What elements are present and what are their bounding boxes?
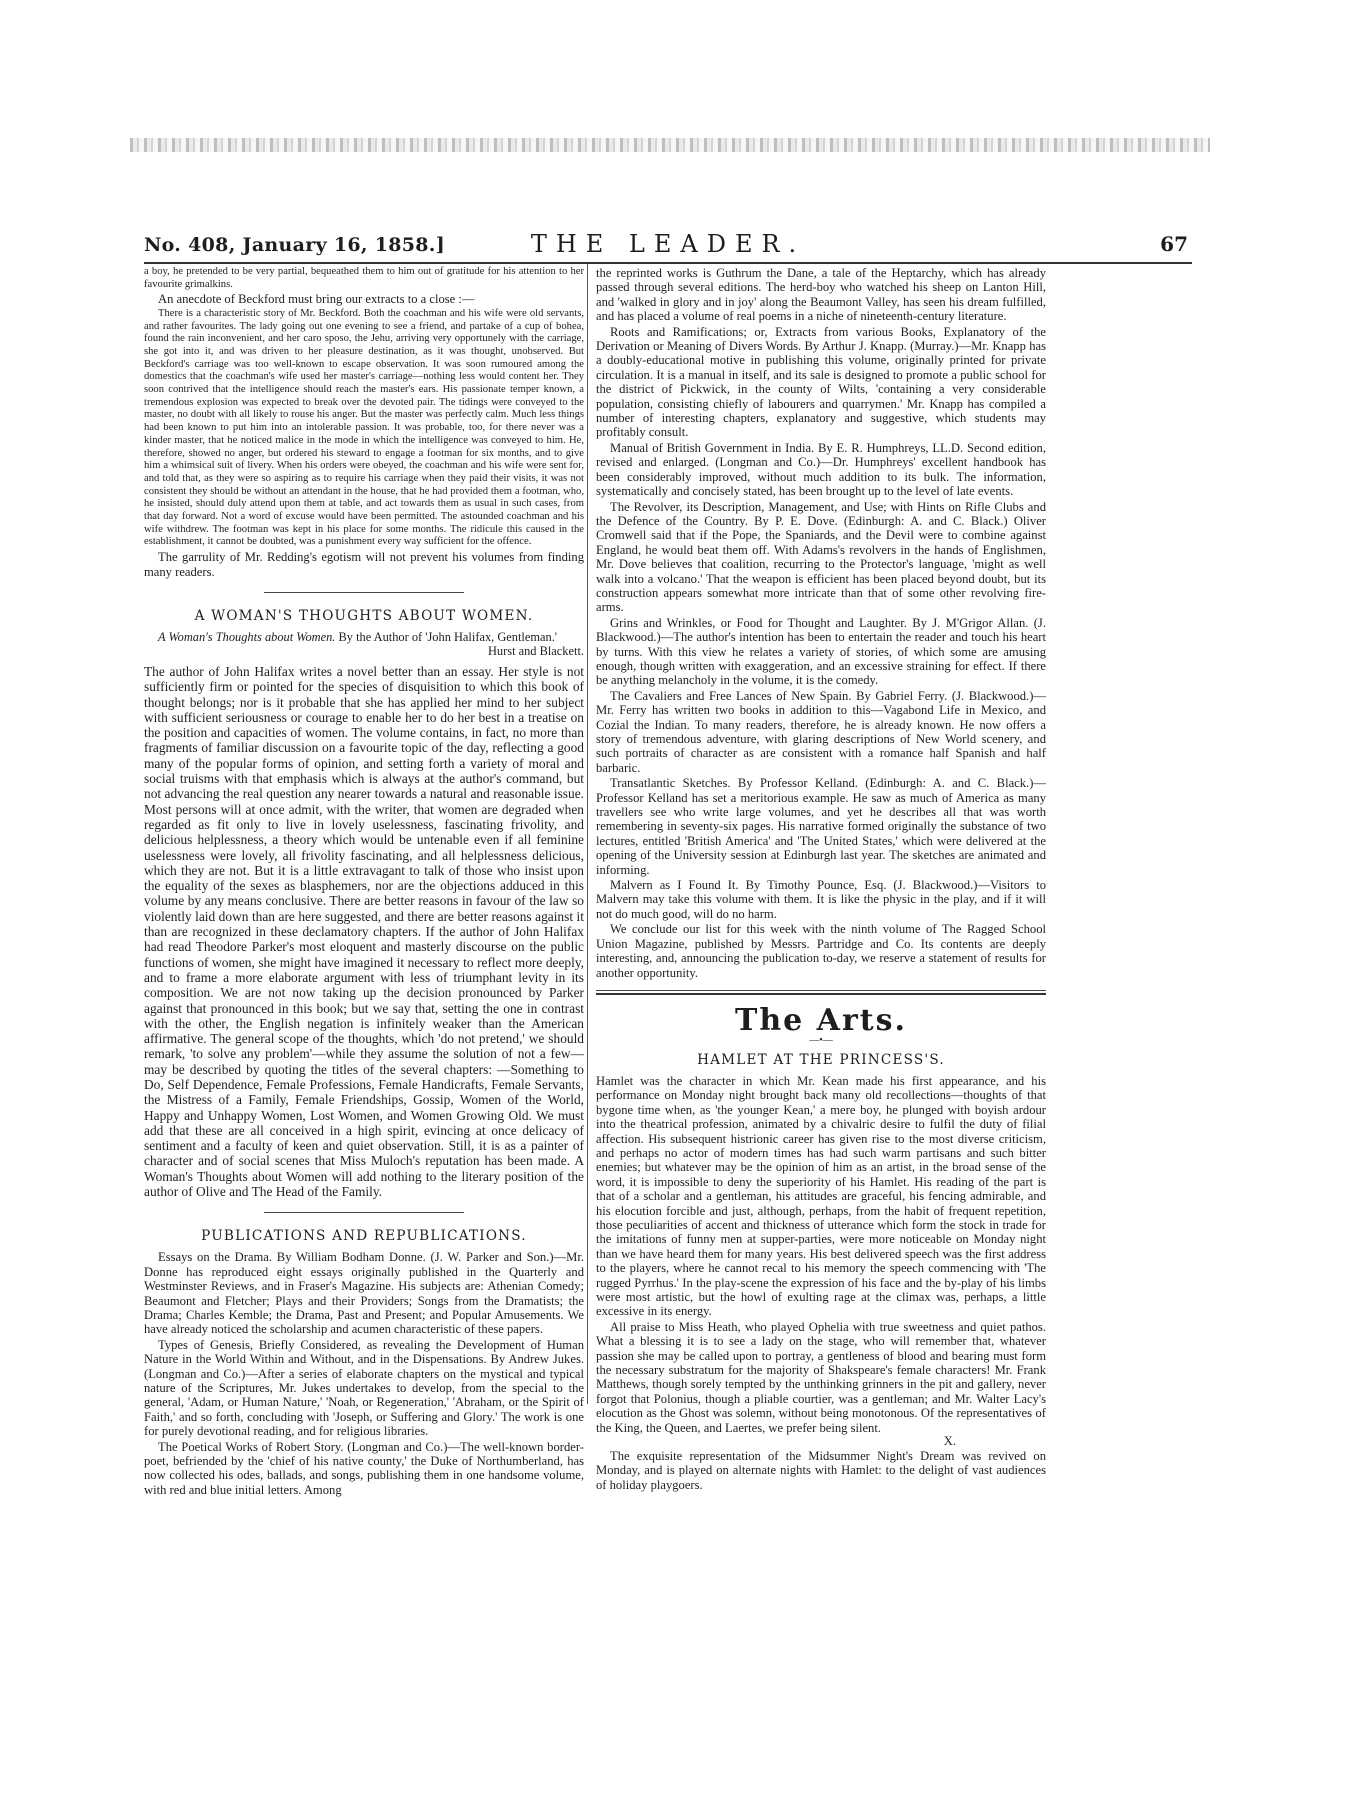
newspaper-title: THE LEADER. bbox=[530, 230, 806, 258]
publication-entry: Malvern as I Found It. By Timothy Pounce, Esq. (J. Blackwood.)—Visitors to Malvern may take this volume with them. It is like the physic in the play, and if it will not do much good, will do no harm. bbox=[596, 878, 1046, 921]
beckford-lead-in: An anecdote of Beckford must bring our extracts to a close :— bbox=[158, 292, 475, 307]
arts-rule-top bbox=[596, 990, 1046, 991]
publications-title: PUBLICATIONS AND REPUBLICATIONS. bbox=[201, 1228, 527, 1245]
woman-review-heading bbox=[144, 630, 584, 658]
scan-artifact-bar bbox=[130, 138, 1210, 152]
page-number: 67 bbox=[1160, 232, 1188, 256]
section-rule bbox=[264, 1212, 464, 1213]
publication-entry: Roots and Ramifications; or, Extracts from various Books, Explanatory of the Derivation or Meaning of Divers Words. By Arthur J. Knapp. (Murray.)—Mr. Knapp has a doubly-educational motive in publishing this volume, originally printed for private circulation. It is a manual in itself, and its sale is designed to promote a public school for the district of Pickwick, in the county of Wilts, 'containing a very considerable population, consisting chiefly of labourers and quarrymen.' Mr. Knapp has compiled a number of interesting chapters, explanatory and suggestive, which students may profitably consult. bbox=[596, 324, 1046, 440]
publication-entry: The Poetical Works of Robert Story. (Longman and Co.)—The well-known border-poet, befriended by the 'chief of his native county,' the Duke of Northumberland, has now collected his odes, ballads, and songs, publishing them in one handsome volume, with red and blue initial letters. Among bbox=[144, 1439, 584, 1497]
publication-entry: Essays on the Drama. By William Bodham Donne. (J. W. Parker and Son.)—Mr. Donne has reproduced eight essays originally published in the Quarterly and Westminster Reviews, and in Fraser's Magazine. His subjects are: Athenian Comedy; Beaumont and Fletcher; Plays and their Providers; Songs from the Dramatists; the Drama; Charles Kemble; the Drama, Past and Present; and Popular Amusements. We have already noticed the scholarship and acumen characteristic of these papers. bbox=[144, 1250, 584, 1337]
publication-entry: The Cavaliers and Free Lances of New Spain. By Gabriel Ferry. (J. Blackwood.)—Mr. Ferry has written two books in addition to this—Vagabond Life in Mexico, and Cozial the Indian. To many readers, therefore, he is already known. He now offers a story of tremendous adventure, with glaring descriptions of New World scenery, and such portraits of character as are consistent with a romance half Spanish and half barbaric. bbox=[596, 688, 1046, 775]
publication-entry: Types of Genesis, Briefly Considered, as revealing the Development of Human Nature in the World Within and Without, and in the Dispensations. By Andrew Jukes. (Longman and Co.)—After a series of elaborate chapters on the mystical and typical nature of the Scriptures, Mr. Jukes undertakes to develop, from the special to the general, 'Adam, or Human Nature,' 'Noah, or Regeneration,' 'Abraham, or the Spirit of Faith,' and so forth, concluding with 'Joseph, or Suffering and Glory.' The work is one for purely devotional reading, and for religious libraries. bbox=[144, 1337, 584, 1439]
publication-entry: the reprinted works is Guthrum the Dane, a tale of the Heptarchy, which has already passed through several editions. The herd-boy who watched his sheep on Lanton Hill, and 'walked in glory and in joy' along the Beaumont Valley, has seen his dream fulfilled, and has placed a volume of real poems in a niche of nineteenth-century literature. bbox=[596, 266, 1046, 324]
hamlet-paragraph: The exquisite representation of the Midsummer Night's Dream was revived on Monday, and is played on alternate nights with Hamlet: to the delight of vast audiences of holiday playgoers. bbox=[596, 1449, 1046, 1492]
issue-date: No. 408, January 16, 1858.] bbox=[144, 234, 445, 256]
arts-ornament: —•— bbox=[809, 1034, 833, 1046]
woman-review-title: A WOMAN'S THOUGHTS ABOUT WOMEN. bbox=[194, 607, 534, 624]
hamlet-paragraph: All praise to Miss Heath, who played Ophelia with true sweetness and quiet pathos. What a blessing it is to see a lady on the stage, who will remember that, whatever passion she may be called upon to portray, a gentleness of blood and bearing must form the necessary substratum for the majority of Shakspeare's female characters! Mr. Frank Matthews, though sorely tempted by the unthinking grinners in the pit and gallery, never forgot that Polonius, though a pliable courtier, was a gentleman; and Mr. Walter Lacy's elocution as the Ghost was solemn, without being monotonous. Of the representatives of the King, the Queen, and Laertes, we prefer being silent. bbox=[596, 1319, 1046, 1435]
redding-closing: The garrulity of Mr. Redding's egotism will not prevent his volumes from finding many readers. bbox=[144, 550, 584, 579]
section-rule bbox=[264, 592, 464, 593]
beckford-anecdote: There is a characteristic story of Mr. Beckford. Both the coachman and his wife were old servants, and rather favourites. The lady going out one evening to see a friend, and partake of a cup of bohea, found the rain inconvenient, and her caro sposo, the Jehu, arriving very opportunely with the carriage, she got into it, and was driven to her pleasure destination, as it was thought, unobserved. But Beckford's carriage was too well-known to escape observation. It was soon rumoured among the domestics that the coachman's wife used her master's carriage—nothing less would content her. They soon contrived that the intelligence should reach the master's ears. His passionate temper known, a tremendous explosion was expected to break over the devoted pair. The tidings were conveyed to the master, no doubt with all likely to rouse his anger. But the master was perfectly calm. Much less things had been known to put him into an intolerable passion. It was probable, too, for there never was a kinder master, that he noticed malice in the mode in which the intelligence was conveyed to him. He, therefore, showed no anger, but ordered his steward to engage a footman for six months, and to give him a whimsical suit of livery. When his orders were obeyed, the coachman and his wife were sent for, and told that, as they were so aspiring as to require his carriage when they paid their visits, it was not consistent they should be without an attendant in the house, that he had provided them a footman, who, he insisted, should duly attend upon them at table, and act towards them as usual in such cases, from that day forward. Not a word of excuse would have been permitted. The astounded coachman and his wife withdrew. The footman was kept in his place for some months. The ridicule this caused in the establishment, it cannot be doubted, was a punishment every way sufficient for the offence. bbox=[144, 307, 584, 548]
woman-review-body: The author of John Halifax writes a novel better than an essay. Her style is not sufficiently firm or pointed for the species of disquisition to which this book of thought belongs; nor is it probable that she has applied her mind to her subject with sufficient seriousness or courage to enable her to do her best in a treatise on the position and capacities of women. The volume contains, in fact, no more than fragments of familiar discussion on a favourite topic of the day, reflecting a good many of the popular forms of opinion, and setting forth a variety of moral and social truisms with that emphasis which is always at the author's command, but not advancing the real question any nearer towards a natural and reasonable issue. Most persons will at once admit, with the writer, that women are degraded when regarded as fit only to live in lovely uselessness, fascinating frivolity, and delicious helplessness, a theory which would be untenable even if all feminine uselessness were lovely, all frivolity fascinating, and all helplessness delicious, which they are not. But it is a little extravagant to talk of those who insist upon the equality of the sexes as blasphemers, nor are the objections adduced in this volume by any means conclusive. There are better reasons in favour of the law so violently laid down than are here suggested, and there are better reasons against it than are recognized in these declamatory chapters. If the author of John Halifax had read Theodore Parker's most eloquent and masterly discourse on the public functions of women, she might have imagined it necessary to reflect more deeply, and to frame a more elaborate argument with less of triumphant levity in its composition. We are not now taking up the decision pronounced by Parker against that pronounced in this book; but we say that, setting the one in contrast with the other, the English negation is infinitely weaker than the American affirmative. The general scope of the thoughts, which 'do not pretend,' we should remark, 'to solve any problem'—while they assume the solution of not a few—may be described by quoting the titles of the several chapters: —Something to Do, Self Dependence, Female Professions, Female Handicrafts, Female Servants, the Mistress of a Family, Female Friendships, Gossip, Women of the World, Happy and Unhappy Women, Lost Women, and Women Growing Old. We must add that these are all conceived in a high spirit, evincing at once delicacy of sentiment and a faculty of keen and quiet observation. Still, it is as a painter of character and of social scenes that Miss Muloch's reputation has been made. A Woman's Thoughts about Women will add nothing to the literary position of the author of Olive and The Head of the Family. bbox=[144, 663, 584, 1200]
right-column bbox=[596, 266, 1046, 1493]
publication-entry: Manual of British Government in India. By E. R. Humphreys, LL.D. Second edition, revised and enlarged. (Longman and Co.)—Dr. Humphreys' excellent handbook has been considerably improved, without much addition to its bulk. The information, systematically and concisely stated, has been brought up to the level of late events. bbox=[596, 440, 1046, 499]
masthead bbox=[144, 226, 1192, 264]
publication-entry: The Revolver, its Description, Management, and Use; with Hints on Rifle Clubs and the Defence of the Country. By P. E. Dove. (Edinburgh: A. and C. Black.) Oliver Cromwell said that if the Pope, the Spaniards, and the Devil were to combine against England, he would beat them off. With Adams's revolvers in the hands of Englishmen, Mr. Dove believes that coalition, recurring to the Protector's language, 'might as well walk into a volcano.' That the weapon is efficient has been placed beyond doubt, but its construction appears somewhat more intricate than that of some other revolving fire-arms. bbox=[596, 499, 1046, 615]
arts-rule-bottom bbox=[596, 993, 1046, 995]
woman-book-title: A Woman's Thoughts about Women. bbox=[158, 629, 336, 644]
publication-entry: We conclude our list for this week with the ninth volume of The Ragged School Union Magazine, published by Messrs. Partridge and Co. Its contents are deeply interesting, and, announcing the publication to-day, we reserve a statement of results for another opportunity. bbox=[596, 922, 1046, 980]
woman-publisher: Hurst and Blackett. bbox=[487, 643, 584, 658]
left-column bbox=[144, 266, 584, 1498]
publication-entry: Transatlantic Sketches. By Professor Kelland. (Edinburgh: A. and C. Black.)—Professor Kelland has set a meritorious example. He saw as much of America as many travellers see who write large volumes, and yet he describes all that was worth remembering in seventy-six pages. His narrative formed originally the substance of two lectures, entitled 'British America' and 'The United States,' which were delivered at the opening of the University session at Edinburgh last year. The sketches are animated and informing. bbox=[596, 776, 1046, 877]
woman-byline: By the Author of 'John Halifax, Gentleman.' bbox=[338, 629, 558, 644]
hamlet-paragraph: Hamlet was the character in which Mr. Kean made his first appearance, and his performance on Monday night brought back many old recollections—thoughts of that bygone time when, as 'the younger Kean,' a mere boy, he plunged with boyish ardour into the theatrical profession, animated by a chivalric desire to fulfil the duty of filial affection. His subsequent histrionic career has given rise to the most diverse criticism, and perhaps no actor of modern times has had such warm partisans and such bitter enemies; but whatever may be the opinion of him as an artist, in the broad sense of the word, it is impossible to deny the superiority of his Hamlet. His reading of the part is that of a scholar and a gentleman, his attitudes are graceful, his fencing admirable, and his elocution forcible and just, although, perhaps, from the habit of frequent repetition, those peculiarities of accent and thickness of utterance which form the stock in trade for the imitations of funny men at supper-parties, were more noticeable on Monday night than we have heard them for many years. His best delivered speech was the first address to the players, where he cannot recal to his memory the speech commencing with 'The rugged Pyrrhus.' In the play-scene the expression of his face and the by-play of his limbs were most artistic, but the howl of exulting rage at the climax was, perhaps, a little excessive in its energy. bbox=[596, 1073, 1046, 1319]
column-divider bbox=[587, 264, 588, 1404]
publication-entry: Grins and Wrinkles, or Food for Thought and Laughter. By J. M'Grigor Allan. (J. Blackwood.)—The author's intention has been to entertain the reader and touch his heart by turns. With this view he relates a variety of stories, of which some are amusing enough, though written with exaggeration, and an excessive straining for effect. If there be anything melancholy in the volume, it is the comedy. bbox=[596, 615, 1046, 688]
review-signature: X. bbox=[943, 1434, 956, 1449]
beckford-intro: a boy, he pretended to be very partial, bequeathed them to him out of gratitude for his attention to her favourite grimalkins. bbox=[144, 266, 584, 290]
hamlet-review-title: HAMLET AT THE PRINCESS'S. bbox=[697, 1051, 945, 1068]
arts-section-title: The Arts. bbox=[735, 1002, 907, 1038]
